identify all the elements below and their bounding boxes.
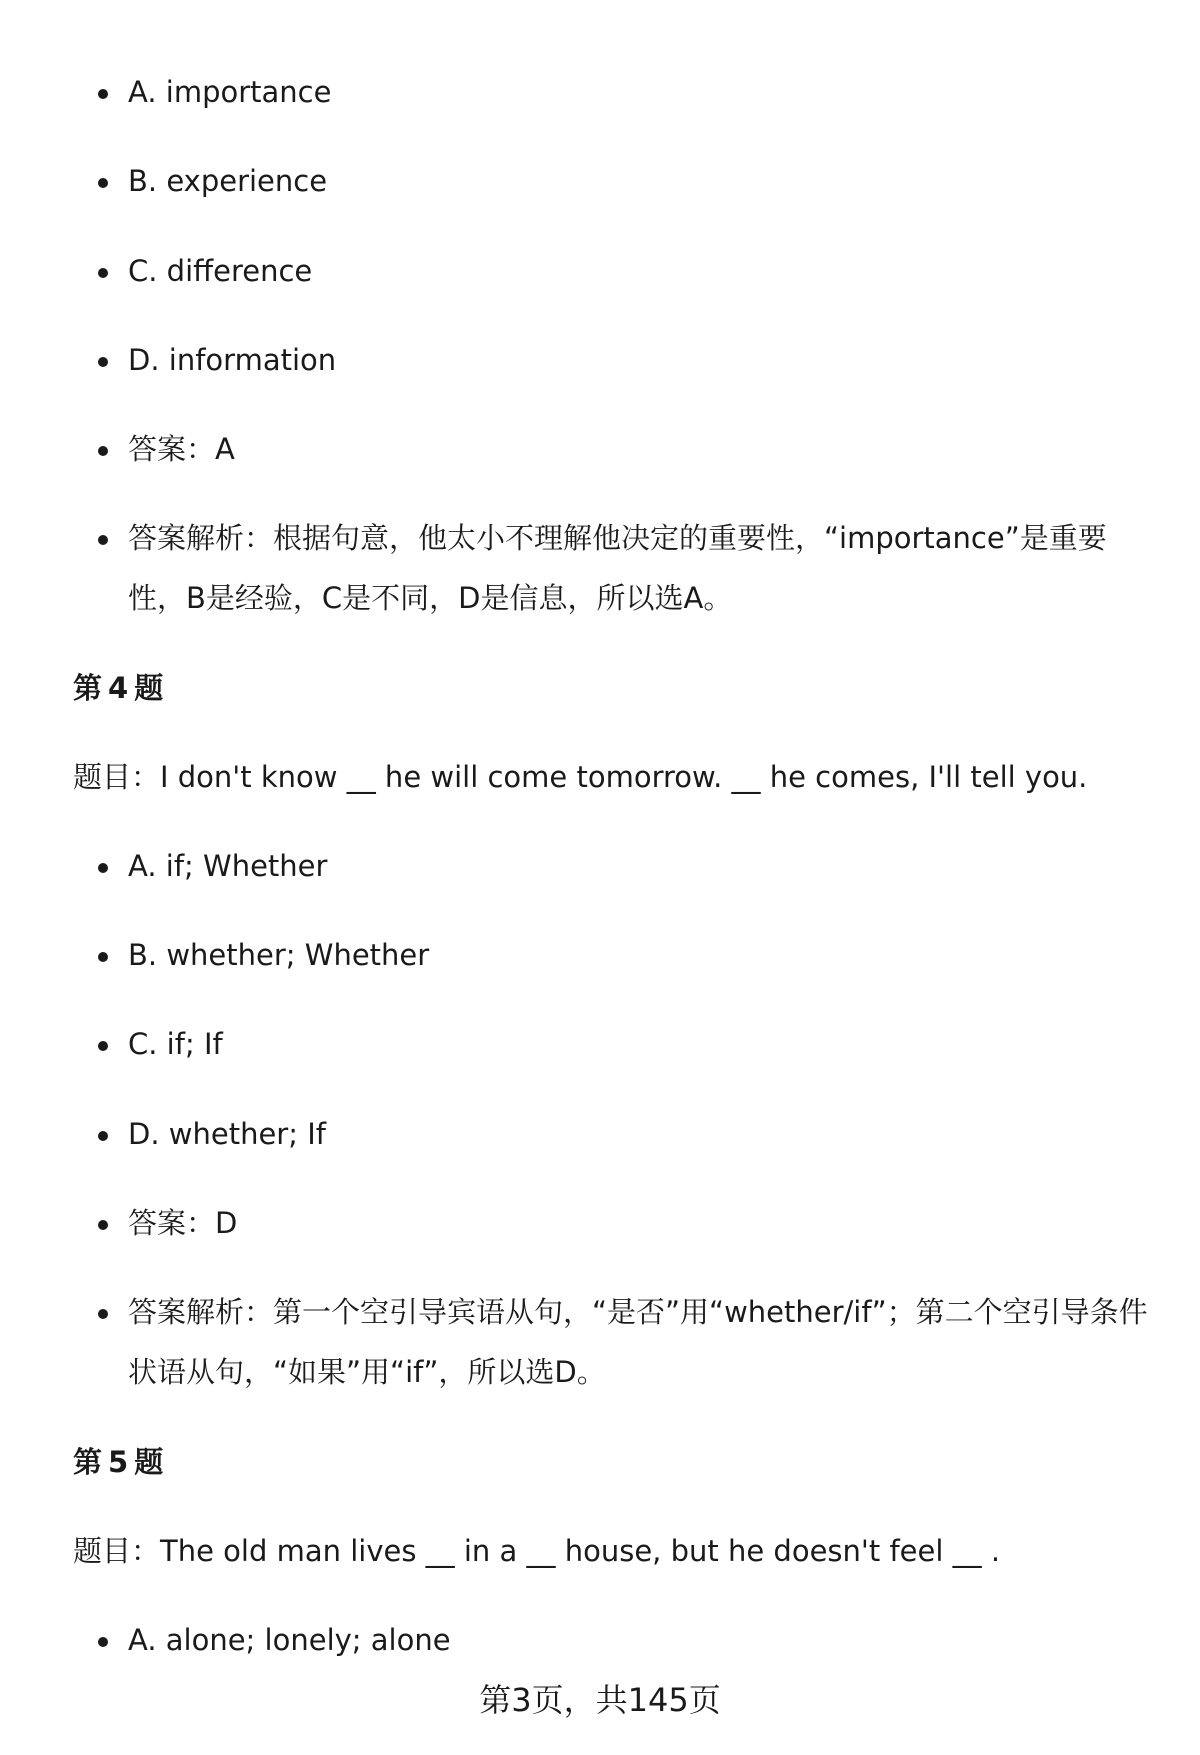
- bullet-icon: [98, 952, 108, 962]
- option-text: C. difference: [128, 253, 313, 288]
- explanation-text: 答案解析：第一个空引导宾语从句，“是否”用“whether/if”；第二个空引导条件状语从句，“如果”用“if”，所以选D。: [128, 1295, 1148, 1390]
- option-text: B. whether; Whether: [128, 938, 430, 973]
- page-footer: 第3页，共145页: [479, 1681, 721, 1719]
- heading-label: 第: [73, 1444, 103, 1479]
- heading-suffix: 题: [134, 670, 164, 705]
- bullet-icon: [98, 446, 108, 456]
- option-text: A. importance: [128, 75, 332, 109]
- bullet-icon: [98, 863, 108, 873]
- document-content: [73, 62, 1163, 1699]
- answer-text: 答案：A: [128, 432, 235, 467]
- bullet-icon: [98, 89, 108, 99]
- option-d: [73, 330, 1163, 390]
- option-text: D. whether; If: [128, 1116, 326, 1151]
- bullet-icon: [98, 1041, 108, 1051]
- bullet-icon: [98, 268, 108, 278]
- bullet-icon: [98, 178, 108, 188]
- heading-suffix: 题: [134, 1444, 164, 1479]
- option-b: [73, 151, 1163, 211]
- option-b: [73, 925, 1163, 985]
- prev-question-options: [73, 62, 1163, 628]
- answer: [73, 1193, 1163, 1253]
- answer-explanation: [73, 508, 1163, 628]
- bullet-icon: [98, 1220, 108, 1230]
- bullet-icon: [98, 357, 108, 367]
- question-4-heading: [73, 658, 1163, 718]
- answer-text: 答案：D: [128, 1205, 238, 1240]
- bullet-icon: [98, 1131, 108, 1141]
- bullet-icon: [98, 1637, 108, 1647]
- question-number: 4: [108, 670, 129, 705]
- answer-explanation: [73, 1282, 1163, 1402]
- heading-label: 第: [73, 670, 103, 705]
- option-a: [73, 836, 1163, 896]
- question-5-stem: 题目：The old man lives __ in a __ house, but he doesn't feel __ .: [73, 1533, 1001, 1568]
- option-text: A. alone; lonely; alone: [128, 1622, 451, 1657]
- option-text: B. experience: [128, 164, 328, 199]
- question-4-stem: 题目：I don't know __ he will come tomorrow. __ he comes, I'll tell you.: [73, 759, 1088, 794]
- option-text: D. information: [128, 342, 337, 377]
- question-5-options: [73, 1610, 1163, 1670]
- question-5-heading: [73, 1432, 1163, 1492]
- bullet-icon: [98, 535, 108, 545]
- option-text: A. if; Whether: [128, 848, 328, 883]
- bullet-icon: [98, 1309, 108, 1319]
- option-a: [73, 1610, 1163, 1670]
- option-d: [73, 1104, 1163, 1164]
- explanation-text: 答案解析：根据句意，他太小不理解他决定的重要性，“importance”是重要性，B是经验，C是不同，D是信息，所以选A。: [128, 521, 1107, 616]
- answer: [73, 419, 1163, 479]
- question-4-options: [73, 836, 1163, 1402]
- question-number: 5: [108, 1444, 129, 1479]
- option-c: [73, 1014, 1163, 1074]
- option-text: C. if; If: [128, 1027, 223, 1062]
- option-a: [73, 62, 1163, 122]
- option-c: [73, 241, 1163, 301]
